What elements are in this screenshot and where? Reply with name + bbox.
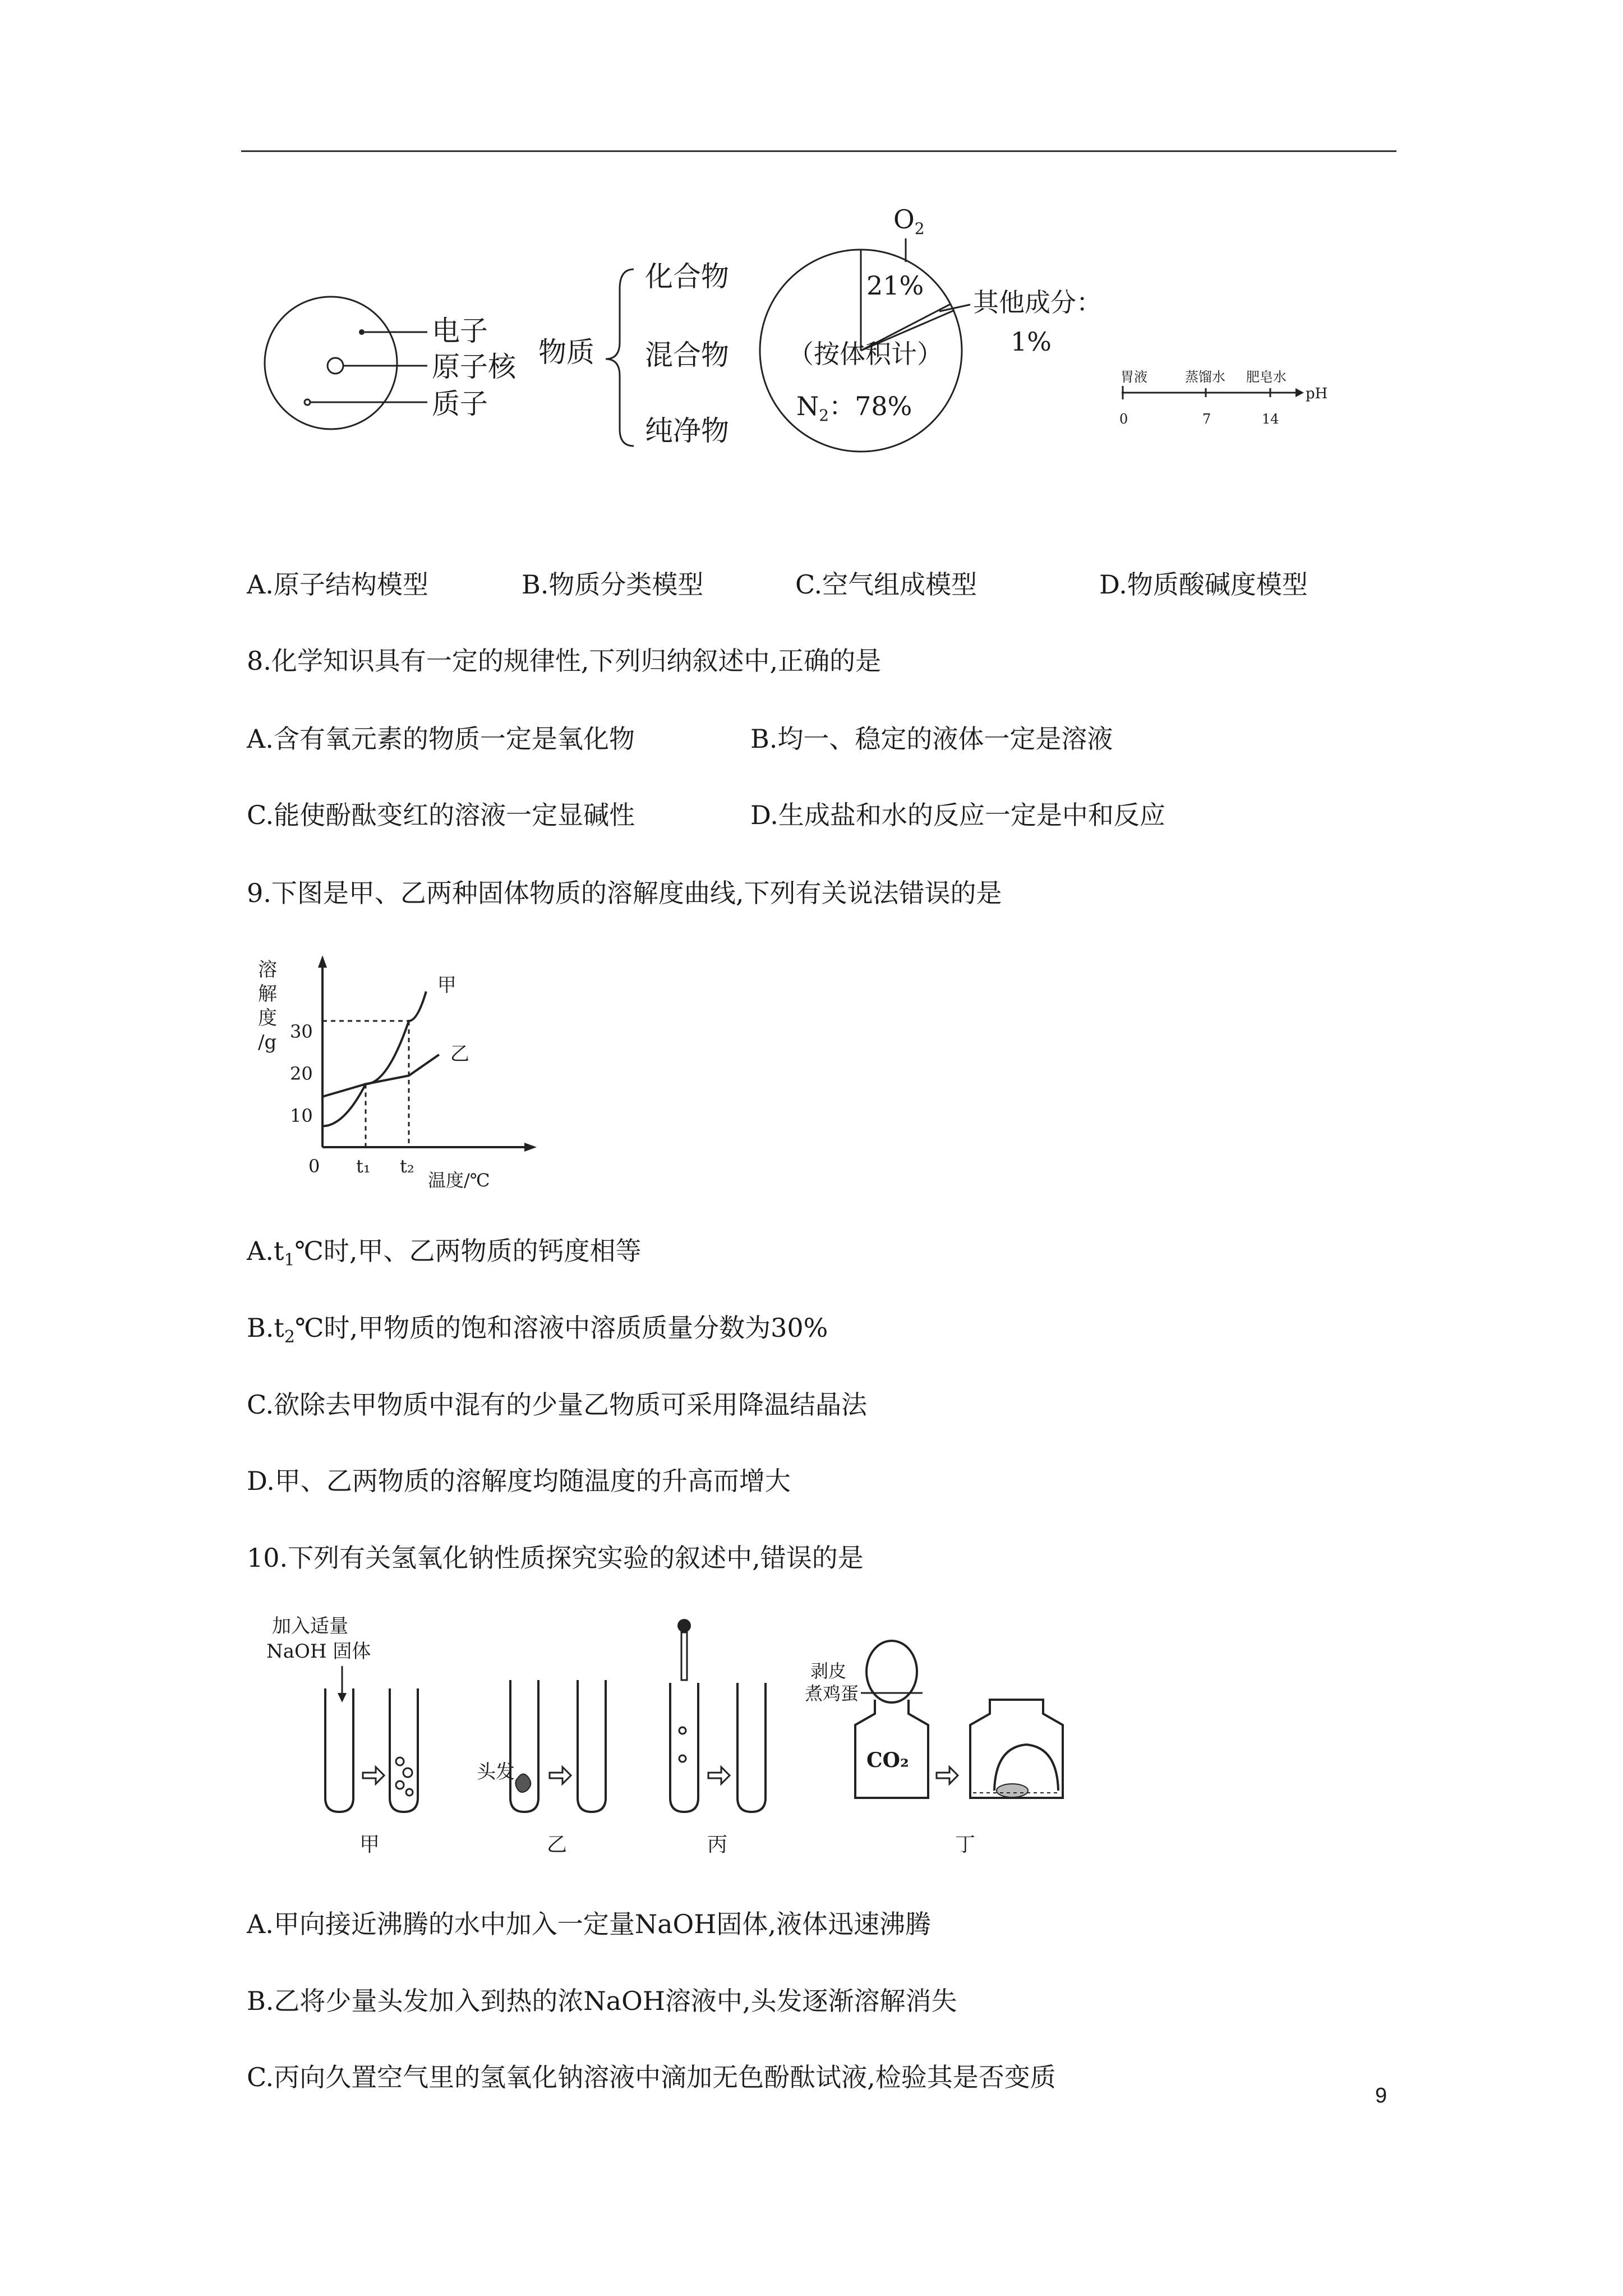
exp-hair-label: 头发 (477, 1761, 515, 1783)
atom-electron-label: 电子 (432, 315, 488, 347)
y-axis-label-char-4: /g (258, 1031, 277, 1053)
y-axis-label-char-2: 解 (258, 983, 277, 1005)
y-tick-20: 20 (290, 1063, 313, 1084)
q10-option-a: A.甲向接近沸腾的水中加入一定量NaOH固体,液体迅速沸腾 (247, 1909, 931, 1939)
q9-option-a-post: ℃时,甲、乙两物质的钙度相等 (294, 1236, 642, 1266)
atom-nucleus-label: 原子核 (432, 351, 516, 383)
chart-layer (322, 974, 469, 1148)
q9-option-b-sub: 2 (284, 1327, 296, 1347)
exp-egg-label-2: 煮鸡蛋 (805, 1683, 859, 1704)
classification-model (538, 260, 729, 447)
q8-option-c: C.能使酚酞变红的溶液一定显碱性 (247, 800, 635, 830)
q10-option-c: C.丙向久置空气里的氢氧化钠溶液中滴加无色酚酞试液,检验其是否变质 (247, 2062, 1056, 2092)
exp-add-label-2: NaOH 固体 (266, 1640, 371, 1663)
q7-option-c: C.空气组成模型 (795, 569, 978, 600)
classify-mixture-label: 混合物 (645, 339, 729, 371)
q8-option-a: A.含有氧元素的物质一定是氧化物 (247, 724, 635, 754)
solubility-chart (255, 951, 547, 1198)
classify-pure-label: 纯净物 (645, 415, 729, 447)
exp-label-jia: 甲 (359, 1833, 380, 1856)
ph-tick-14: 14 (1262, 411, 1279, 427)
classify-compound-label: 化合物 (645, 260, 729, 293)
q7-option-d: D.物质酸碱度模型 (1099, 569, 1308, 600)
atom-proton-label: 质子 (432, 388, 488, 420)
q9-option-a-pre: A.t (247, 1236, 284, 1266)
x-tick-t1: t₁ (356, 1156, 371, 1177)
y-axis-label-char-3: 度 (258, 1007, 277, 1029)
q7-option-b: B.物质分类模型 (522, 569, 704, 600)
experiment-ding (805, 1641, 1063, 1856)
exp-co2-label: CO₂ (866, 1749, 909, 1772)
exp-label-ding: 丁 (955, 1833, 976, 1856)
ph-scale (1119, 369, 1327, 427)
experiment-yi (477, 1680, 606, 1856)
air-basis-label: （按体积计） (788, 339, 943, 369)
q9-stem: 9.下图是甲、乙两种固体物质的溶解度曲线,下列有关说法错误的是 (247, 878, 1002, 908)
air-composition-pie (760, 204, 1102, 452)
y-axis-label (258, 959, 277, 1053)
air-o2-percent: 21% (866, 270, 924, 301)
exp-egg-label-1: 剥皮 (810, 1660, 847, 1682)
series-jia-label: 甲 (437, 974, 457, 997)
q8-option-b: B.均一、稳定的液体一定是溶液 (750, 724, 1113, 754)
q10-stem: 10.下列有关氢氧化钠性质探究实验的叙述中,错误的是 (247, 1543, 864, 1573)
y-tick-30: 30 (290, 1021, 313, 1042)
q9-option-b (247, 1311, 828, 1354)
series-jia-curve (322, 992, 426, 1126)
model-figure (241, 199, 1391, 463)
ph-tick-7: 7 (1202, 411, 1211, 427)
q9-option-c: C.欲除去甲物质中混有的少量乙物质可采用降温结晶法 (247, 1389, 868, 1420)
origin-label: 0 (308, 1156, 320, 1177)
atom-model (265, 297, 517, 429)
q8-stem: 8.化学知识具有一定的规律性,下列归纳叙述中,正确的是 (247, 646, 882, 676)
q9-option-b-pre: B.t (247, 1313, 284, 1343)
q7-option-a: A.原子结构模型 (247, 569, 428, 600)
q9-option-a (247, 1234, 642, 1277)
y-axis-label-char-1: 溶 (258, 959, 277, 981)
ph-soap-label: 肥皂水 (1246, 369, 1287, 385)
exp-add-label-1: 加入适量 (272, 1615, 348, 1637)
x-tick-t2: t₂ (400, 1156, 414, 1177)
page-number: 9 (1375, 2084, 1387, 2108)
q9-option-d: D.甲、乙两物质的溶解度均随温度的升高而增大 (247, 1466, 791, 1496)
air-o2-label: $O_2$ (893, 204, 925, 238)
y-tick-10: 10 (290, 1105, 313, 1126)
classify-root-label: 物质 (538, 336, 594, 369)
ph-axis-label: pH (1306, 385, 1328, 402)
q10-option-b: B.乙将少量头发加入到热的浓NaOH溶液中,头发逐渐溶解消失 (247, 1986, 957, 2016)
air-n2-label: $N_2$：78% (796, 391, 912, 425)
q9-option-a-sub: 1 (284, 1250, 295, 1270)
ph-distilled-label: 蒸馏水 (1185, 369, 1225, 385)
header-rule (241, 150, 1396, 152)
exp-label-bing: 丙 (707, 1833, 728, 1856)
air-other-label: 其他成分： (973, 287, 1102, 318)
x-axis-label: 温度/℃ (428, 1170, 490, 1191)
exp-label-yi: 乙 (547, 1833, 568, 1856)
experiment-bing (670, 1619, 766, 1856)
air-other-percent: 1% (1011, 326, 1052, 357)
ph-gastric-label: 胃液 (1121, 369, 1147, 385)
q9-option-b-post: ℃时,甲物质的饱和溶液中溶质质量分数为30% (295, 1313, 828, 1343)
experiment-jia (266, 1615, 418, 1856)
q8-option-d: D.生成盐和水的反应一定是中和反应 (750, 800, 1165, 830)
series-yi-label: 乙 (450, 1043, 469, 1065)
ph-tick-0: 0 (1119, 411, 1128, 427)
experiment-figure (255, 1610, 1108, 1857)
